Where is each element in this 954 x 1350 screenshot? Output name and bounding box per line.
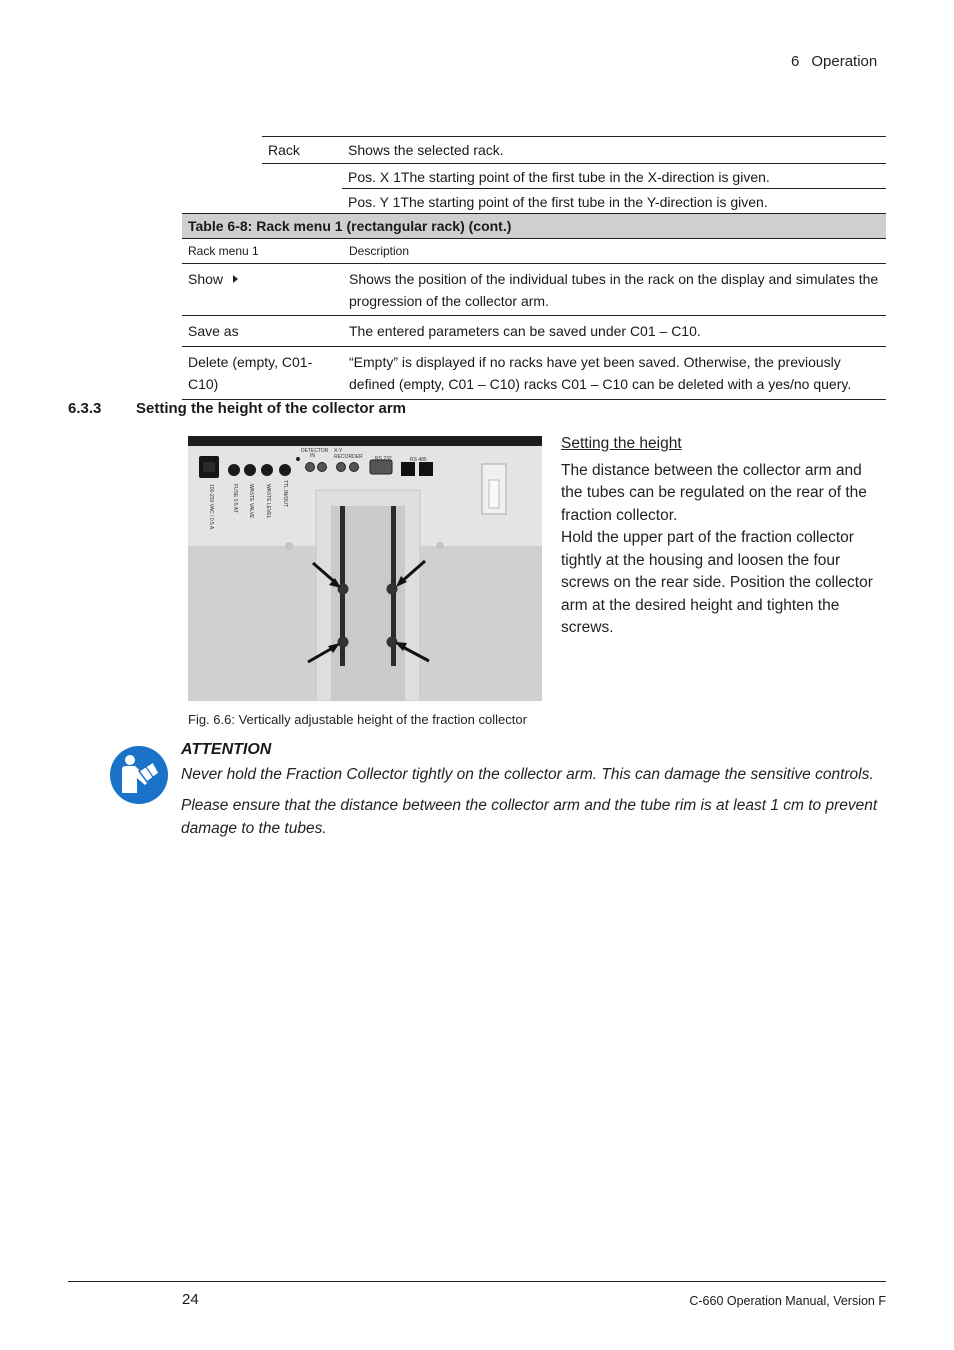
continued-rack-table (262, 136, 886, 214)
figure-caption: Fig. 6.6: Vertically adjustable height of the fraction collector (188, 712, 527, 727)
row-label (262, 164, 342, 189)
row-description: “Empty” is displayed if no racks have yet been saved. Otherwise, the previously defined (empty, C01 – C10) racks C01 – C10 can be deleted with a yes/no query. (349, 354, 852, 392)
rs232-label: RS 232 (375, 456, 392, 462)
chapter-number: 6 (791, 53, 800, 70)
fuse-label: FUSE 0.5 AT (232, 484, 238, 513)
section-title: Setting the height of the collector arm (136, 400, 407, 417)
table-row (182, 347, 886, 400)
running-header (791, 53, 877, 70)
attention-paragraph: Please ensure that the distance between the collector arm and the tube rim is at least 1 cm to prevent damage to the tubes. (181, 797, 878, 837)
document-title: C-660 Operation Manual, Version F (689, 1294, 886, 1308)
table-header-row (182, 239, 886, 264)
row-label: Delete (empty, C01-C10) (188, 354, 313, 392)
recorder-label: X-Y RECORDER (334, 448, 363, 460)
table-row (262, 189, 886, 214)
fraction-collector-rear-photo (188, 436, 542, 701)
power-label: 100-230 VAC / 0.5 A (208, 484, 214, 530)
attention-title: ATTENTION (181, 741, 272, 758)
footer-divider (68, 1281, 886, 1282)
table-row (262, 137, 886, 164)
subheading: Setting the height (561, 435, 682, 452)
setting-height-description (561, 433, 886, 640)
row-description: The entered parameters can be saved under C01 – C10. (349, 323, 701, 339)
row-description: Pos. Y 1The starting point of the first tube in the Y-direction is given. (348, 194, 768, 210)
section-number: 6.3.3 (68, 400, 102, 417)
table-title: Table 6-8: Rack menu 1 (rectangular rack) (cont.) (182, 213, 886, 239)
read-manual-icon (109, 745, 169, 805)
paragraph: Hold the upper part of the fraction collector tightly at the housing and loosen the four screws on the rear side. Position the collector arm at the desired height and tighten the screws. (561, 529, 873, 636)
attention-paragraph: Never hold the Fraction Collector tightly on the collector arm. This can damage the sensitive controls. (181, 766, 874, 783)
table-row (262, 164, 886, 189)
row-description: Shows the selected rack. (348, 142, 504, 158)
detector-label: DETECTOR (301, 448, 329, 454)
page-number: 24 (182, 1291, 199, 1308)
row-description: Shows the position of the individual tubes in the rack on the display and simulates the progression of the collector arm. (349, 271, 879, 309)
paragraph: The distance between the collector arm and the tubes can be regulated on the rear of the fraction collector. (561, 461, 867, 524)
row-label (182, 264, 343, 315)
row-label: Rack (268, 142, 300, 158)
triangle-right-icon (233, 275, 238, 283)
row-label: Save as (188, 323, 239, 339)
waste-level-label: WASTE LEVEL (265, 484, 271, 519)
rack-menu-table (182, 213, 886, 400)
section-heading (68, 400, 406, 417)
row-description: Pos. X 1The starting point of the first tube in the X-direction is given. (342, 164, 886, 189)
waste-valve-label: WASTE VALVE (248, 484, 254, 519)
ttl-label: TTL IN/OUT (282, 480, 288, 508)
rs485-label: RS 485 (410, 457, 427, 463)
column-header: Rack menu 1 (188, 244, 259, 258)
row-label (262, 189, 342, 214)
row-label-text: Show (188, 271, 224, 287)
table-row (182, 264, 886, 316)
table-row (182, 316, 886, 347)
rear-panel-illustration (188, 436, 542, 701)
chapter-title: Operation (811, 53, 878, 70)
detector-in-label: IN (310, 453, 315, 459)
column-header: Description (349, 244, 410, 258)
